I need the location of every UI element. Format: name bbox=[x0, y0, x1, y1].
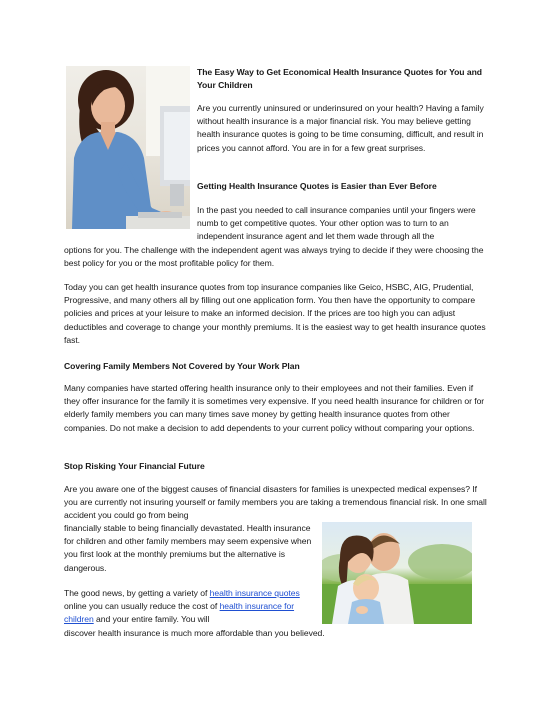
link-health-insurance-quotes[interactable]: health insurance quotes bbox=[209, 588, 300, 598]
article-title-line-2: Your Children bbox=[197, 80, 253, 91]
good-news-text-2: online you can usually reduce the cost of bbox=[64, 601, 220, 612]
paragraph-past-quotes-bottom: options for you. The challenge with the independent agent was always trying to decide if they were choosing the best policy for you or the most profitable policy for them. bbox=[64, 245, 484, 269]
paragraph-financial-risk-bottom: financially stable to being financially devastated. Health insurance for children and other family members may seem expensive when you first look at the monthly premiums but the alternative is dangerous. bbox=[64, 523, 312, 573]
paragraph-good-news bbox=[64, 587, 316, 627]
paragraph-today-quotes: Today you can get health insurance quotes from top insurance companies like Geico, HSBC, AIG, Prudential, Progressive, and many others all by filling out one application form. You then have the opportunity to compare policies and prices at your leisure to make an informed decision. If the prices are too high you can adjust deductibles and coverage to change your monthly premiums. It is the easiest way to get health insurance quotes fast. bbox=[64, 282, 486, 345]
good-news-text-3: and your entire family. You will bbox=[93, 614, 210, 625]
heading-covering-family: Covering Family Members Not Covered by Your Work Plan bbox=[64, 361, 300, 371]
paragraph-past-quotes-top: In the past you needed to call insurance companies until your fingers were numb to get competitive quotes. Your other option was to turn to an independent insurance agent and let them wade through all the bbox=[197, 205, 476, 242]
woman-at-computer-photo bbox=[66, 66, 190, 229]
article-title-line-1: The Easy Way to Get Economical Health Insurance Quotes for You and bbox=[197, 67, 482, 77]
family-outdoors-photo bbox=[322, 522, 472, 624]
article-title bbox=[197, 66, 487, 92]
paragraph-final-line: discover health insurance is much more affordable than you believed. bbox=[64, 628, 325, 638]
intro-paragraph: Are you currently uninsured or underinsured on your health? Having a family without health insurance is a major financial risk. You may believe getting health insurance quotes is going to be time consuming, difficult, and result in prices you cannot afford. You are in for a few great surprises. bbox=[197, 103, 484, 153]
heading-stop-risking: Stop Risking Your Financial Future bbox=[64, 461, 205, 471]
paragraph-financial-risk-top: Are you aware one of the biggest causes of financial disasters for families is unexpected medical expenses? If you are currently not insuring yourself or family members you are taking a tremendous financial risk. In one small accident you could go from being bbox=[64, 484, 487, 521]
link-health-insurance-for-children[interactable]: health insurance for children bbox=[64, 601, 295, 625]
heading-easier-than-ever: Getting Health Insurance Quotes is Easier than Ever Before bbox=[197, 181, 437, 191]
paragraph-company-plans: Many companies have started offering health insurance only to their employees and not their families. Even if they offer insurance for the family it is sometimes very expensive. If you need health insurance for children or for elderly family members you can many times save money by getting health insurance quotes from other companies. Do not make a decision to add dependents to your current policy without comparing your options. bbox=[64, 383, 485, 433]
good-news-text-1: The good news, by getting a variety of bbox=[64, 588, 210, 598]
